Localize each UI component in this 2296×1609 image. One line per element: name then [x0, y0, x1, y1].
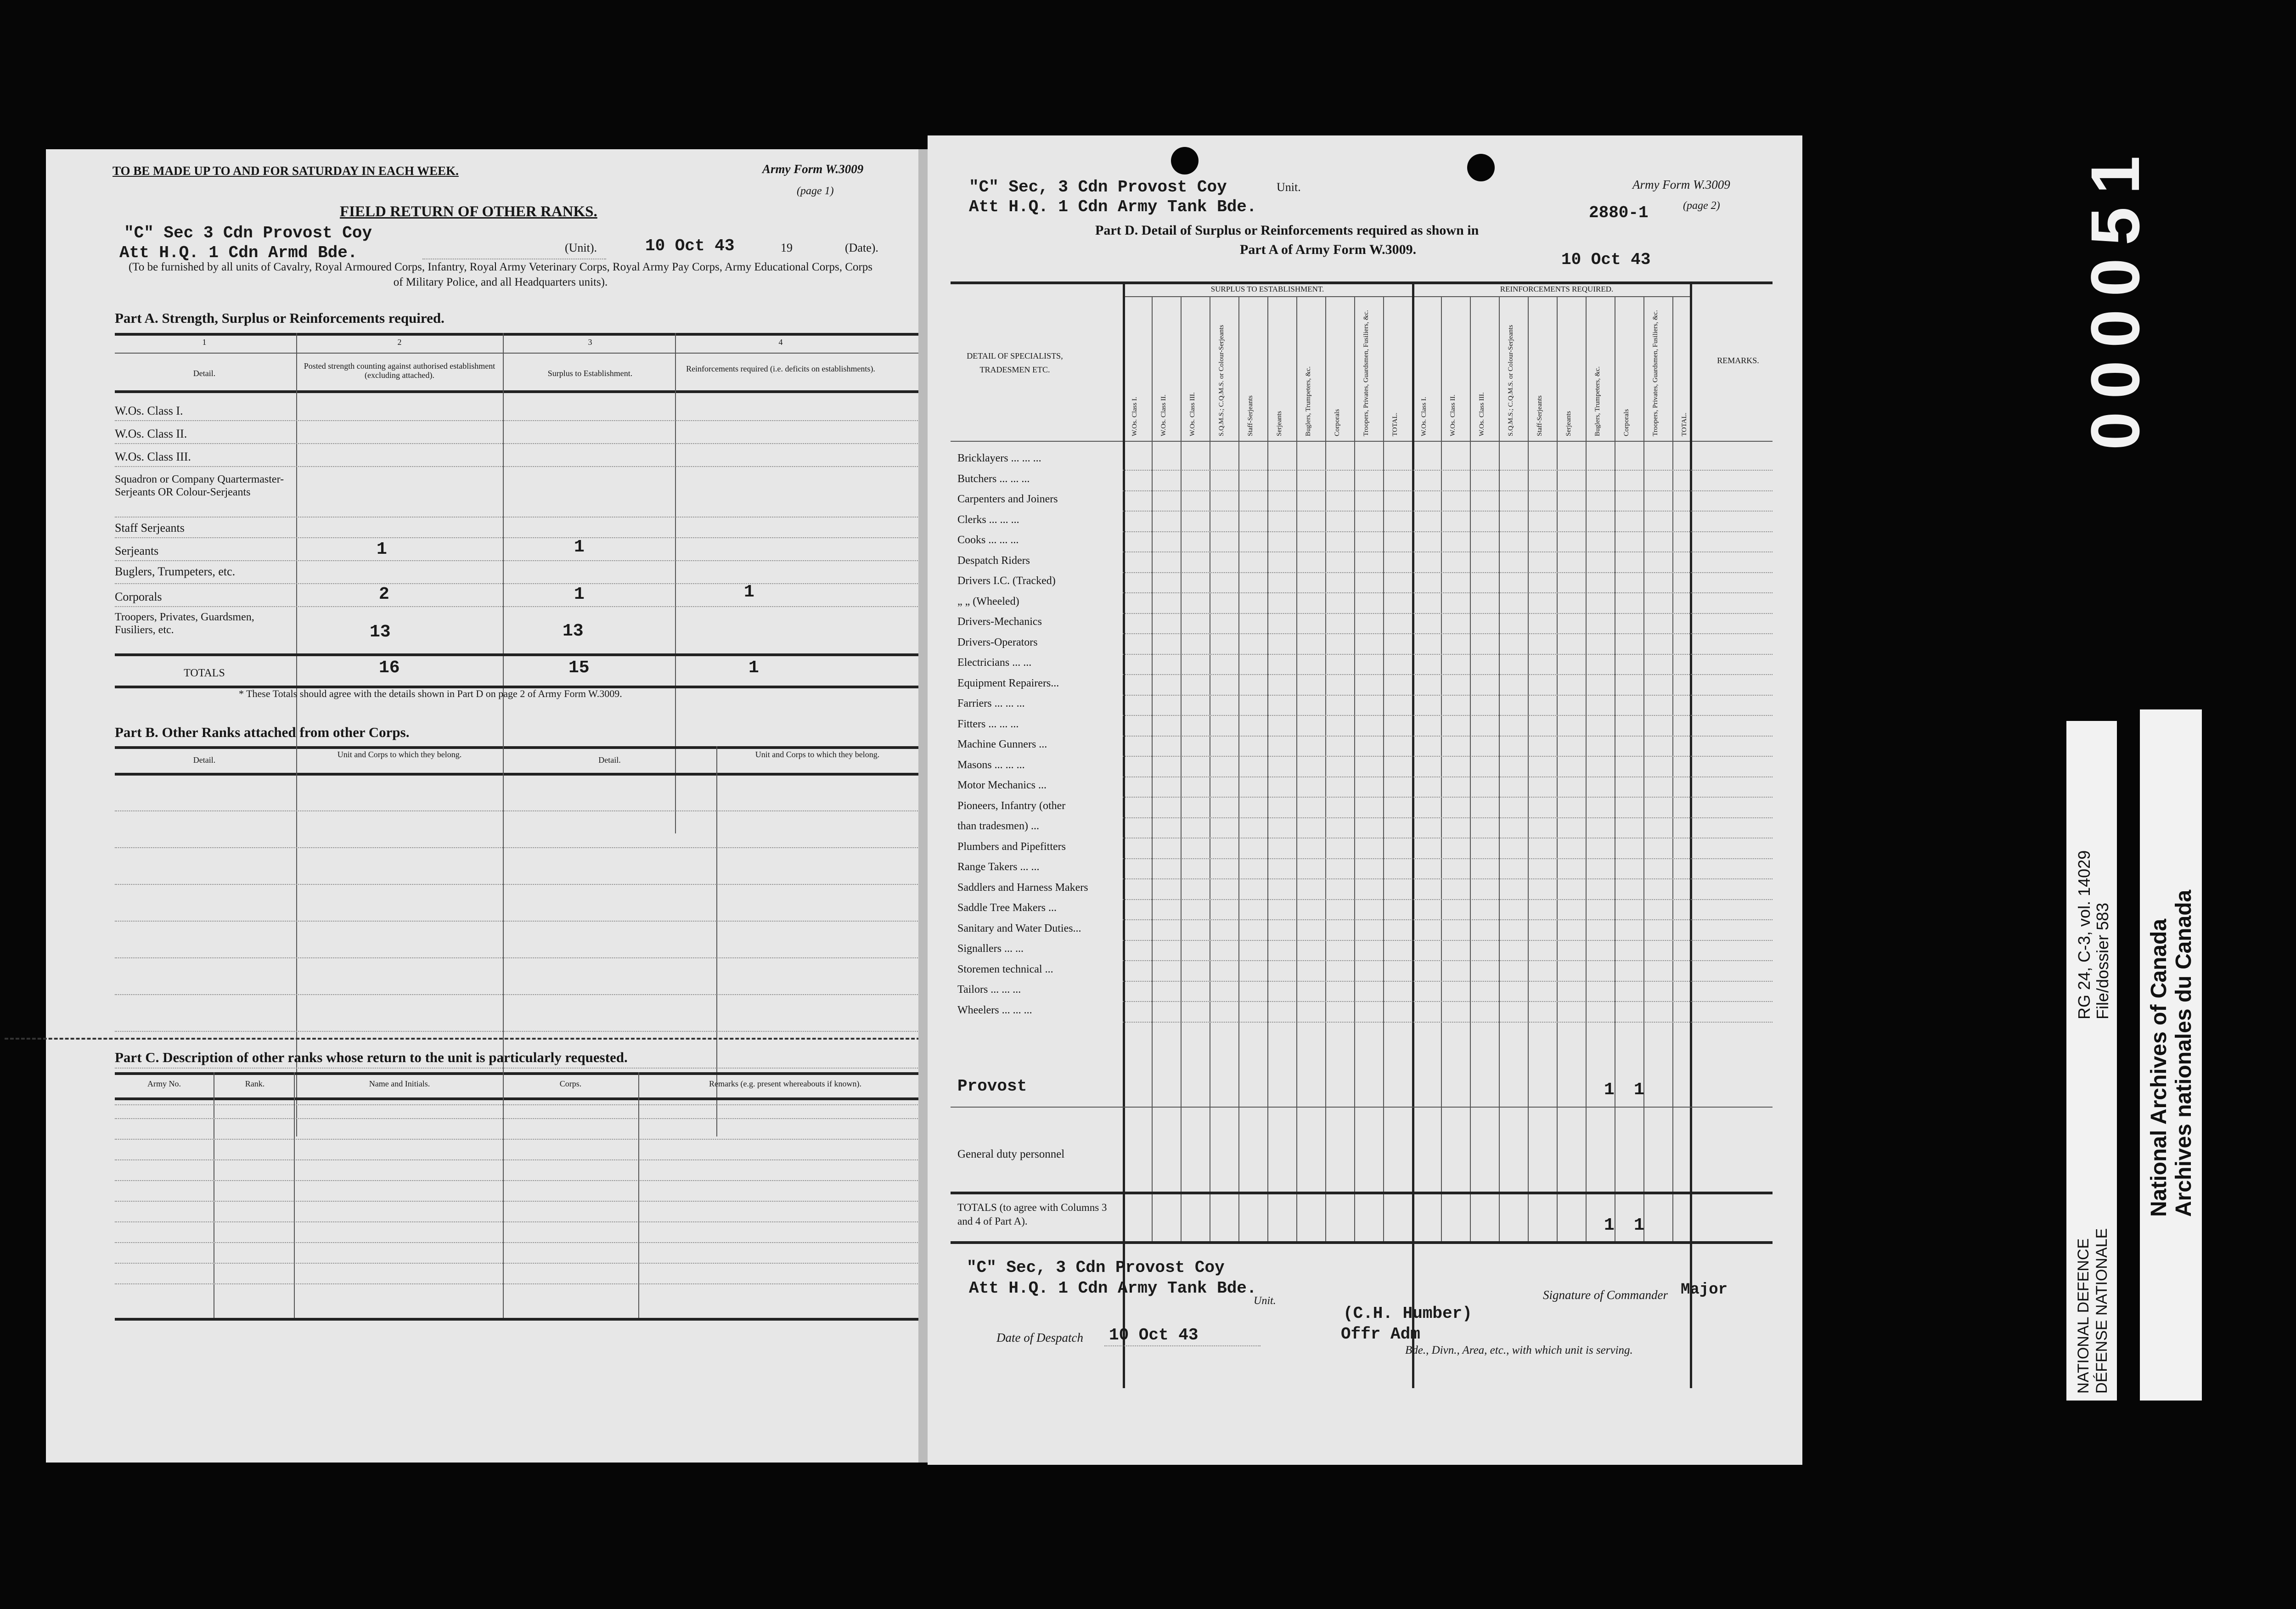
part-c-line-4: [115, 1180, 932, 1181]
provost-value-2: 1: [1634, 1080, 1644, 1100]
part-c-col3: Name and Initials.: [369, 1079, 430, 1088]
reference-number: 2880-1: [1589, 203, 1649, 222]
trade-row-line: [1123, 960, 1773, 961]
trade-row-label: Carpenters and Joiners: [957, 493, 1058, 505]
col-num-2: 2: [397, 338, 402, 347]
reinf-col-label: Corporals: [1623, 409, 1630, 436]
row-wo2-label: W.Os. Class II.: [115, 427, 187, 440]
remarks-header: REMARKS.: [1717, 356, 1759, 365]
trade-row-label: Plumbers and Pipefitters: [957, 840, 1066, 853]
form-number: Army Form W.3009: [762, 162, 864, 176]
trade-row-line: [1123, 756, 1773, 757]
part-b-line-3: [115, 884, 932, 885]
surplus-col-line: [1325, 296, 1326, 1241]
trade-row-label: Fitters ... ... ...: [957, 718, 1019, 730]
reinf-col-label: W.Os. Class III.: [1478, 392, 1486, 436]
trade-row-label: Masons ... ... ...: [957, 759, 1025, 771]
row-wo3-label: W.Os. Class III.: [115, 450, 191, 463]
trade-row-label: than tradesmen) ...: [957, 820, 1039, 832]
date-label: (Date).: [845, 241, 878, 254]
part-b-top-rule: [115, 746, 932, 749]
trade-row-label: Despatch Riders: [957, 554, 1030, 567]
reinf-col-label: Troopers, Privates, Guardsmen, Fusiliers, &c.: [1652, 310, 1659, 436]
col-header-surplus: Surplus to Establishment.: [547, 369, 633, 378]
part-d-totals-label: TOTALS (to agree with Columns 3 and 4 of Part A).: [957, 1202, 1107, 1227]
trade-row-line: [1123, 715, 1773, 716]
part-b-line-9: [115, 1104, 932, 1105]
tear-line: [5, 1038, 937, 1040]
row-corporals-label: Corporals: [115, 590, 162, 603]
reinf-col-label: W.Os. Class II.: [1449, 394, 1457, 436]
unit-line2: Att H.Q. 1 Cdn Armd Bde.: [119, 243, 358, 262]
signer-name: (C.H. Humber): [1343, 1304, 1472, 1323]
reinf-col-line: [1672, 296, 1673, 1241]
archives-en: National Archives of Canada: [2147, 918, 2171, 1217]
reinf-col-line: [1557, 296, 1558, 1241]
trade-row-line: [1123, 919, 1773, 920]
row-staff-line: [115, 537, 932, 538]
col-num-4: 4: [778, 338, 783, 347]
trade-row-line: [1123, 1001, 1773, 1002]
row-corporals-line: [115, 606, 932, 607]
reinf-col-line: [1528, 296, 1529, 1241]
page-number: (page 1): [797, 185, 834, 197]
totals-posted: 16: [379, 658, 400, 678]
sig-unit-line1: "C" Sec, 3 Cdn Provost Coy: [967, 1258, 1225, 1277]
trade-row-label: Range Takers ... ...: [957, 861, 1040, 873]
sig-unit-line2: Att H.Q. 1 Cdn Army Tank Bde.: [969, 1279, 1257, 1298]
trade-row-line: [1123, 878, 1773, 879]
provost-value-1: 1: [1604, 1080, 1615, 1100]
row-corporals-posted: 2: [379, 585, 389, 604]
signer-role: Offr Adm: [1341, 1325, 1420, 1344]
row-troopers-posted: 13: [370, 622, 391, 642]
bde-note: Bde., Divn., Area, etc., with which unit is serving.: [1405, 1344, 1633, 1356]
totals-label: TOTALS: [184, 667, 225, 679]
row-wo1-line: [115, 420, 932, 421]
sig-unit-label: Unit.: [1254, 1295, 1276, 1307]
frame-number-strip: [2076, 14, 2154, 450]
part-d-vline-detail: [1123, 281, 1125, 1388]
trade-row-label: Saddle Tree Makers ...: [957, 902, 1057, 914]
unit-label: (Unit).: [565, 241, 597, 254]
totals-reinf: 1: [748, 658, 759, 678]
reinf-col-label: S.Q.M.S.; C.Q.M.S. or Colour-Serjeants: [1507, 325, 1514, 436]
ref-line2: File/dossier 583: [2093, 902, 2112, 1019]
trade-row-line: [1123, 490, 1773, 491]
surplus-col-label: Serjeants: [1276, 411, 1283, 436]
trade-row-line: [1123, 981, 1773, 982]
part-b-line-2: [115, 847, 932, 848]
part-c-col2: Rank.: [245, 1079, 265, 1088]
reinf-col-label: Staff-Serjeants: [1536, 395, 1543, 436]
totals-surplus: 15: [568, 658, 590, 678]
general-duty-rule: [951, 1192, 1773, 1194]
surplus-col-label: W.Os. Class II.: [1160, 394, 1167, 436]
trade-row-label: Equipment Repairers...: [957, 677, 1059, 689]
part-c-line-7: [115, 1242, 932, 1243]
dept-line1: NATIONAL DEFENCE: [2075, 1238, 2092, 1394]
trade-row-line: [1123, 695, 1773, 696]
row-wo1-label: W.Os. Class I.: [115, 404, 183, 417]
header-bottom-rule: [115, 390, 932, 393]
surplus-col-line: [1383, 296, 1384, 1241]
ref-line1: RG 24, C-3, vol. 14029: [2075, 850, 2093, 1019]
row-serjeants-surplus: 1: [574, 537, 585, 557]
row-serjeants-label: Serjeants: [115, 544, 159, 557]
col-header-reinf: Reinforcements required (i.e. deficits on establishments).: [686, 364, 875, 373]
row-buglers-line: [115, 583, 932, 584]
trade-row-line: [1123, 736, 1773, 737]
surplus-col-label: W.Os. Class III.: [1189, 392, 1196, 436]
detail-header: DETAIL OF SPECIALISTS, TRADESMEN ETC.: [967, 351, 1063, 374]
part-c-vline-3: [503, 1072, 504, 1320]
despatch-date: 10 Oct 43: [1109, 1326, 1199, 1345]
furnish-note: (To be furnished by all units of Cavalry, Royal Armoured Corps, Infantry, Royal Army Veterinary Corps, Royal Army Pay Corps, Army Educational Corps, Corps of Military Police, and all Headquarters units).: [128, 261, 873, 288]
part-b-line-8: [115, 1068, 932, 1069]
trade-row-label: Motor Mechanics ...: [957, 779, 1047, 791]
part-b-col3: Detail.: [598, 755, 621, 765]
trade-row-label: Signallers ... ...: [957, 943, 1024, 955]
part-c-line-8: [115, 1263, 932, 1264]
part-b-vline-1: [296, 746, 297, 1136]
group-header-rule: [1123, 296, 1690, 297]
trade-row-line: [1123, 776, 1773, 777]
part-b-vline-3: [716, 746, 717, 1136]
surplus-header: SURPLUS TO ESTABLISHMENT.: [1210, 285, 1324, 293]
row-troopers-surplus: 13: [563, 621, 584, 641]
trade-row-label: Storemen technical ...: [957, 963, 1053, 975]
part-c-line-6: [115, 1221, 932, 1222]
trade-row-line: [1123, 572, 1773, 573]
punch-hole-left: [1171, 147, 1199, 174]
right-form-number: Army Form W.3009: [1632, 178, 1730, 191]
part-c-vline-2: [294, 1072, 295, 1320]
despatch-label: Date of Despatch: [996, 1331, 1083, 1345]
totals-top-rule: [115, 653, 932, 656]
trade-row-line: [1123, 1022, 1773, 1023]
date-value: 10 Oct 43: [645, 236, 735, 255]
part-d-vline-group: [1412, 281, 1414, 1388]
part-b-line-6: [115, 994, 932, 995]
part-c-line-1: [115, 1118, 932, 1119]
trade-row-line: [1123, 511, 1773, 512]
col-header-posted: Posted strength counting against authorised establishment (excluding attached).: [304, 361, 495, 380]
despatch-line: [1104, 1345, 1261, 1346]
surplus-col-line: [1152, 296, 1153, 1241]
surplus-col-line: [1267, 296, 1268, 1241]
part-c-col4: Corps.: [559, 1079, 582, 1088]
reinforcements-header: REINFORCEMENTS REQUIRED.: [1500, 285, 1614, 293]
col-num-rule: [115, 353, 932, 354]
trade-row-label: Cooks ... ... ...: [957, 534, 1019, 546]
right-unit-line2: Att H.Q. 1 Cdn Army Tank Bde.: [969, 197, 1257, 216]
trade-row-label: Machine Gunners ...: [957, 738, 1047, 750]
trade-row-label: Farriers ... ... ...: [957, 698, 1025, 709]
trade-row-line: [1123, 470, 1773, 471]
row-serjeants-posted: 1: [377, 540, 387, 559]
reinf-col-label: W.Os. Class I.: [1420, 397, 1428, 436]
part-c-heading: Part C. Description of other ranks whose return to the unit is particularly requested.: [115, 1049, 628, 1065]
part-d-total-1: 1: [1604, 1215, 1615, 1235]
col-header-detail: Detail.: [193, 369, 216, 378]
trade-row-line: [1123, 613, 1773, 614]
trade-row-line: [1123, 592, 1773, 593]
part-d-line2: Part A of Army Form W.3009.: [1240, 242, 1417, 257]
row-cqms-line: [115, 517, 932, 518]
part-c-col5: Remarks (e.g. present whereabouts if known).: [709, 1079, 861, 1088]
top-instruction: TO BE MADE UP TO AND FOR SATURDAY IN EACH WEEK.: [113, 164, 459, 178]
trade-row-label: Clerks ... ... ...: [957, 513, 1019, 526]
reinf-col-line: [1470, 296, 1471, 1241]
row-wo2-line: [115, 443, 932, 444]
surplus-col-line: [1181, 296, 1182, 1241]
right-unit-label: Unit.: [1277, 180, 1301, 194]
trade-row-label: Drivers-Mechanics: [957, 616, 1042, 628]
part-d-vline-remarks: [1690, 281, 1692, 1388]
part-b-header-rule: [115, 773, 932, 776]
part-c-line-2: [115, 1139, 932, 1140]
col-num-3: 3: [588, 338, 592, 347]
date-prefix: 19: [781, 241, 793, 254]
part-d-header-bottom: [951, 441, 1773, 442]
part-c-line-5: [115, 1201, 932, 1202]
row-buglers-label: Buglers, Trumpeters, etc.: [115, 565, 236, 578]
surplus-col-line: [1238, 296, 1239, 1241]
part-c-header-rule: [115, 1097, 932, 1100]
col-num-1: 1: [202, 338, 207, 347]
reinf-col-line: [1499, 296, 1500, 1241]
part-c-top-rule: [115, 1072, 932, 1075]
part-b-col4: Unit and Corps to which they belong.: [755, 750, 880, 759]
surplus-col-line: [1296, 296, 1297, 1241]
part-d-bottom-rule: [951, 1241, 1773, 1244]
form-title: FIELD RETURN OF OTHER RANKS.: [340, 203, 597, 220]
part-d-total-2: 1: [1634, 1215, 1644, 1235]
trade-row-line: [1123, 797, 1773, 798]
trade-row-label: Bricklayers ... ... ...: [957, 452, 1041, 464]
trade-row-label: Electricians ... ...: [957, 657, 1032, 669]
part-b-line-4: [115, 921, 932, 922]
archive-ref-label: [2066, 721, 2117, 1401]
trade-row-label: Wheelers ... ... ...: [957, 1004, 1032, 1016]
general-duty-label: General duty personnel: [957, 1148, 1065, 1160]
row-troopers-label: Troopers, Privates, Guardsmen, Fusiliers, etc.: [115, 611, 254, 636]
row-serjeants-line: [115, 560, 932, 561]
surplus-col-line: [1354, 296, 1355, 1241]
trade-row-line: [1123, 899, 1773, 900]
surplus-col-label: Corporals: [1334, 409, 1341, 436]
trade-row-line: [1123, 940, 1773, 941]
right-date-value: 10 Oct 43: [1561, 250, 1651, 269]
surplus-col-label: Staff-Serjeants: [1247, 395, 1254, 436]
trade-row-label: Pioneers, Infantry (other: [957, 799, 1066, 812]
surplus-col-label: TOTAL.: [1391, 412, 1399, 436]
surplus-col-label: S.Q.M.S.; C.Q.M.S. or Colour-Serjeants: [1218, 325, 1225, 436]
row-staff-label: Staff Serjeants: [115, 521, 185, 534]
reinf-col-label: TOTAL.: [1681, 412, 1688, 436]
part-b-col1: Detail.: [193, 755, 216, 765]
right-unit-line1: "C" Sec, 3 Cdn Provost Coy: [969, 178, 1227, 197]
part-b-col2: Unit and Corps to which they belong.: [337, 750, 462, 759]
part-c-col1: Army No.: [147, 1079, 181, 1088]
reinf-col-line: [1441, 296, 1442, 1241]
totals-note: * These Totals should agree with the details shown in Part D on page 2 of Army Form W.3009.: [239, 688, 622, 699]
part-b-line-1: [115, 810, 932, 811]
part-c-bottom-rule: [115, 1318, 932, 1321]
part-c-line-3: [115, 1159, 932, 1160]
trade-row-label: Drivers-Operators: [957, 636, 1038, 648]
reinf-col-line: [1586, 296, 1587, 1241]
reinf-col-label: Serjeants: [1565, 411, 1572, 436]
part-a-heading: Part A. Strength, Surplus or Reinforcements required.: [115, 310, 445, 326]
provost-label: Provost: [957, 1077, 1027, 1096]
signature-label: Signature of Commander: [1543, 1288, 1668, 1302]
part-b-heading: Part B. Other Ranks attached from other Corps.: [115, 724, 410, 740]
signature-rank: Major: [1681, 1281, 1728, 1299]
trade-row-line: [1123, 551, 1773, 552]
provost-rule: [951, 1107, 1773, 1108]
trade-row-line: [1123, 858, 1773, 859]
row-wo3-line: [115, 466, 932, 467]
row-corporals-reinf: 1: [744, 582, 754, 602]
trade-row-line: [1123, 674, 1773, 675]
left-page: [46, 149, 923, 1463]
trade-row-label: „ „ (Wheeled): [957, 595, 1019, 608]
surplus-col-label: W.Os. Class I.: [1131, 397, 1138, 436]
unit-line1: "C" Sec 3 Cdn Provost Coy: [124, 224, 372, 242]
surplus-col-label: Buglers, Trumpeters, &c.: [1305, 366, 1312, 436]
right-page-number: (page 2): [1683, 200, 1720, 212]
reinf-col-label: Buglers, Trumpeters, &c.: [1594, 366, 1601, 436]
dept-line2: DÉFENSE NATIONALE: [2093, 1228, 2110, 1394]
trade-row-label: Drivers I.C. (Tracked): [957, 575, 1056, 587]
trade-row-label: Saddlers and Harness Makers: [957, 881, 1088, 894]
punch-hole-right: [1467, 154, 1495, 181]
archives-fr: Archives nationales du Canada: [2172, 889, 2196, 1217]
frame-number: 000051: [2077, 143, 2154, 450]
row-cqms-label: Squadron or Company Quartermaster-Serjeants OR Colour-Serjeants: [115, 473, 284, 498]
row-corporals-surplus: 1: [574, 585, 585, 604]
part-d-top-rule: [951, 281, 1773, 284]
trade-row-line: [1123, 654, 1773, 655]
trade-row-label: Butchers ... ... ...: [957, 473, 1030, 485]
trade-row-line: [1123, 633, 1773, 634]
trade-row-line: [1123, 531, 1773, 532]
trade-row-line: [1123, 817, 1773, 818]
part-d-line1: Part D. Detail of Surplus or Reinforcements required as shown in: [1095, 223, 1479, 238]
right-page: [928, 135, 1802, 1465]
part-b-line-7: [115, 1031, 932, 1032]
page-fold: [918, 149, 928, 1463]
part-a-top-rule: [115, 333, 932, 336]
part-c-vline-4: [638, 1072, 639, 1320]
archives-canada-label: [2140, 709, 2202, 1401]
part-c-line-9: [115, 1283, 932, 1284]
trade-row-label: Sanitary and Water Duties...: [957, 922, 1081, 934]
surplus-col-label: Troopers, Privates, Guardsmen, Fusiliers, &c.: [1362, 310, 1370, 436]
part-b-line-5: [115, 957, 932, 958]
trade-row-label: Tailors ... ... ...: [957, 984, 1021, 996]
